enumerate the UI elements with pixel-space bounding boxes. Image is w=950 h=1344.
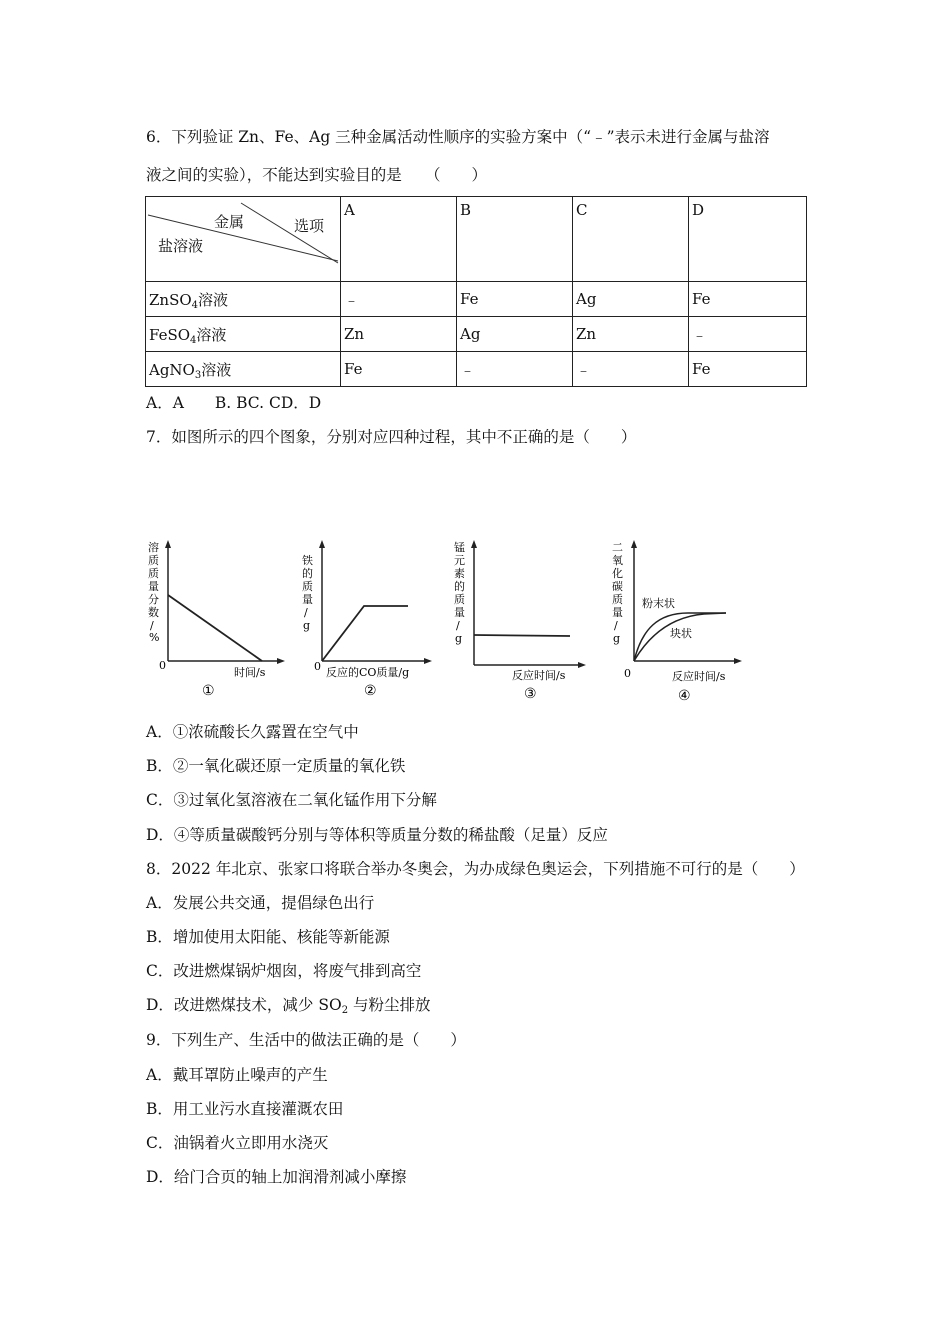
svg-text:碳: 碳	[612, 580, 623, 593]
col-header-c: C	[573, 197, 689, 282]
svg-text:质: 质	[454, 593, 465, 606]
graph3-curve	[474, 635, 570, 636]
x-axis-arrow	[734, 658, 742, 664]
svg-text:质: 质	[148, 567, 159, 580]
q7-option-a: A．①浓硫酸长久露置在空气中	[146, 723, 359, 741]
graph1-origin: 0	[159, 659, 166, 672]
svg-text:化: 化	[612, 567, 623, 580]
q9-option-b: B．用工业污水直接灌溉农田	[146, 1100, 344, 1118]
col-header-d: D	[689, 197, 807, 282]
graph2-number: ②	[364, 683, 377, 699]
table-row	[146, 352, 807, 387]
q9-option-c: C．油锅着火立即用水浇灭	[146, 1134, 329, 1152]
q8-option-c: C．改进燃煤锅炉烟囱，将废气排到高空	[146, 962, 422, 980]
graph3-number: ③	[524, 686, 537, 702]
svg-text:质: 质	[148, 554, 159, 567]
graph1-curve	[168, 595, 262, 661]
table-cell: Fe	[689, 352, 807, 387]
q7-option-b: B．②一氧化碳还原一定质量的氧化铁	[146, 757, 406, 775]
svg-text:铁: 铁	[302, 554, 313, 567]
x-axis-arrow	[424, 658, 432, 664]
table-row	[146, 317, 807, 352]
svg-text:的: 的	[302, 567, 313, 580]
svg-text:量: 量	[302, 593, 313, 606]
q6-table	[145, 196, 807, 387]
graph-2	[298, 537, 438, 707]
q8-stem: 8．2022 年北京、张家口将联合举办冬奥会，为办成绿色奥运会，下列措施不可行的是（ ）	[146, 860, 805, 878]
svg-text:g: g	[303, 619, 311, 632]
col-header-a: A	[341, 197, 457, 282]
graph-4	[608, 537, 748, 707]
q9-stem: 9．下列生产、生活中的做法正确的是（ ）	[146, 1031, 466, 1049]
q6-stem-line2: 液之间的实验），不能达到实验目的是 （ ）	[146, 166, 488, 184]
graph1-number: ①	[202, 683, 215, 699]
table-cell: Ag	[573, 282, 689, 317]
q7-option-d: D．④等质量碳酸钙分别与等体积等质量分数的稀盐酸（足量）反应	[146, 826, 608, 844]
table-cell: Fe	[689, 282, 807, 317]
graph4-number: ④	[678, 688, 691, 704]
svg-text:量: 量	[454, 606, 465, 619]
row-label: AgNO$_3$溶液	[146, 352, 341, 387]
graph-1	[146, 537, 286, 707]
svg-text:%: %	[149, 631, 160, 644]
q7-option-c: C．③过氧化氢溶液在二氧化锰作用下分解	[146, 791, 437, 809]
y-axis-arrow	[631, 540, 637, 548]
graph4-xlabel: 反应时间/s	[672, 670, 726, 683]
graph4-origin: 0	[624, 667, 631, 680]
q8-option-a: A．发展公共交通，提倡绿色出行	[146, 894, 375, 912]
x-axis-arrow	[277, 658, 285, 664]
row-label: FeSO$_4$溶液	[146, 317, 341, 352]
header-option: 选项	[294, 217, 325, 235]
graph2-xlabel: 反应的CO质量/g	[326, 666, 410, 679]
svg-text:g: g	[455, 632, 463, 645]
y-axis-arrow	[471, 540, 477, 548]
svg-text:数: 数	[148, 606, 159, 619]
q7-stem: 7．如图所示的四个图象，分别对应四种过程，其中不正确的是（ ）	[146, 428, 637, 446]
table-cell: Ag	[457, 317, 573, 352]
graph3-ylabel	[454, 540, 465, 645]
svg-text:二: 二	[612, 541, 623, 554]
x-axis-arrow	[578, 662, 586, 668]
table-cell: Fe	[457, 282, 573, 317]
table-cell: Zn	[573, 317, 689, 352]
q6-stem-line1: 6．下列验证 Zn、Fe、Ag 三种金属活动性顺序的实验方案中（“﹣”表示未进行金属与盐溶	[146, 128, 770, 146]
q6-answers: A．A B. BC. CD．D	[146, 394, 322, 412]
q9-option-d: D．给门合页的轴上加润滑剂减小摩擦	[146, 1168, 407, 1186]
svg-text:/: /	[150, 619, 154, 632]
table-cell: ﹣	[573, 352, 689, 387]
graph-3	[450, 537, 590, 707]
q9-option-a: A．戴耳罩防止噪声的产生	[146, 1066, 328, 1084]
svg-text:g: g	[613, 632, 621, 645]
svg-text:分: 分	[148, 593, 159, 606]
svg-text:锰: 锰	[454, 541, 465, 554]
graph1-xlabel: 时间/s	[234, 666, 266, 679]
table-cell: Zn	[341, 317, 457, 352]
svg-text:素: 素	[454, 567, 465, 580]
header-metal: 金属	[214, 213, 245, 231]
svg-text:量: 量	[148, 580, 159, 593]
curve-label-powder: 粉末状	[642, 597, 675, 610]
svg-text:/: /	[304, 606, 308, 619]
header-solution: 盐溶液	[158, 237, 204, 255]
svg-text:质: 质	[302, 580, 313, 593]
q6-diagonal-header	[146, 197, 341, 282]
svg-text:质: 质	[612, 593, 623, 606]
col-header-b: B	[457, 197, 573, 282]
graph3-xlabel: 反应时间/s	[512, 669, 566, 682]
svg-text:溶: 溶	[148, 541, 159, 554]
curve-label-lump: 块状	[670, 627, 692, 640]
q8-option-d: D．改进燃煤技术，减少 $SO_2$ 与粉尘排放	[146, 996, 431, 1016]
table-cell: ﹣	[689, 317, 807, 352]
svg-text:的: 的	[454, 580, 465, 593]
graph2-origin: 0	[314, 660, 321, 673]
table-row	[146, 282, 807, 317]
svg-text:/: /	[456, 619, 460, 632]
graph2-curve	[322, 606, 408, 661]
y-axis-arrow	[165, 540, 171, 548]
q8-option-b: B．增加使用太阳能、核能等新能源	[146, 928, 390, 946]
table-cell: Fe	[341, 352, 457, 387]
graph1-ylabel	[148, 540, 159, 644]
svg-text:元: 元	[454, 554, 465, 567]
svg-text:氧: 氧	[612, 554, 623, 567]
row-label: ZnSO$_4$溶液	[146, 282, 341, 317]
graph4-ylabel	[612, 541, 623, 645]
table-cell: ﹣	[341, 282, 457, 317]
svg-text:/: /	[614, 619, 618, 632]
table-cell: ﹣	[457, 352, 573, 387]
graph2-ylabel	[302, 553, 313, 632]
svg-text:量: 量	[612, 606, 623, 619]
y-axis-arrow	[319, 540, 325, 548]
